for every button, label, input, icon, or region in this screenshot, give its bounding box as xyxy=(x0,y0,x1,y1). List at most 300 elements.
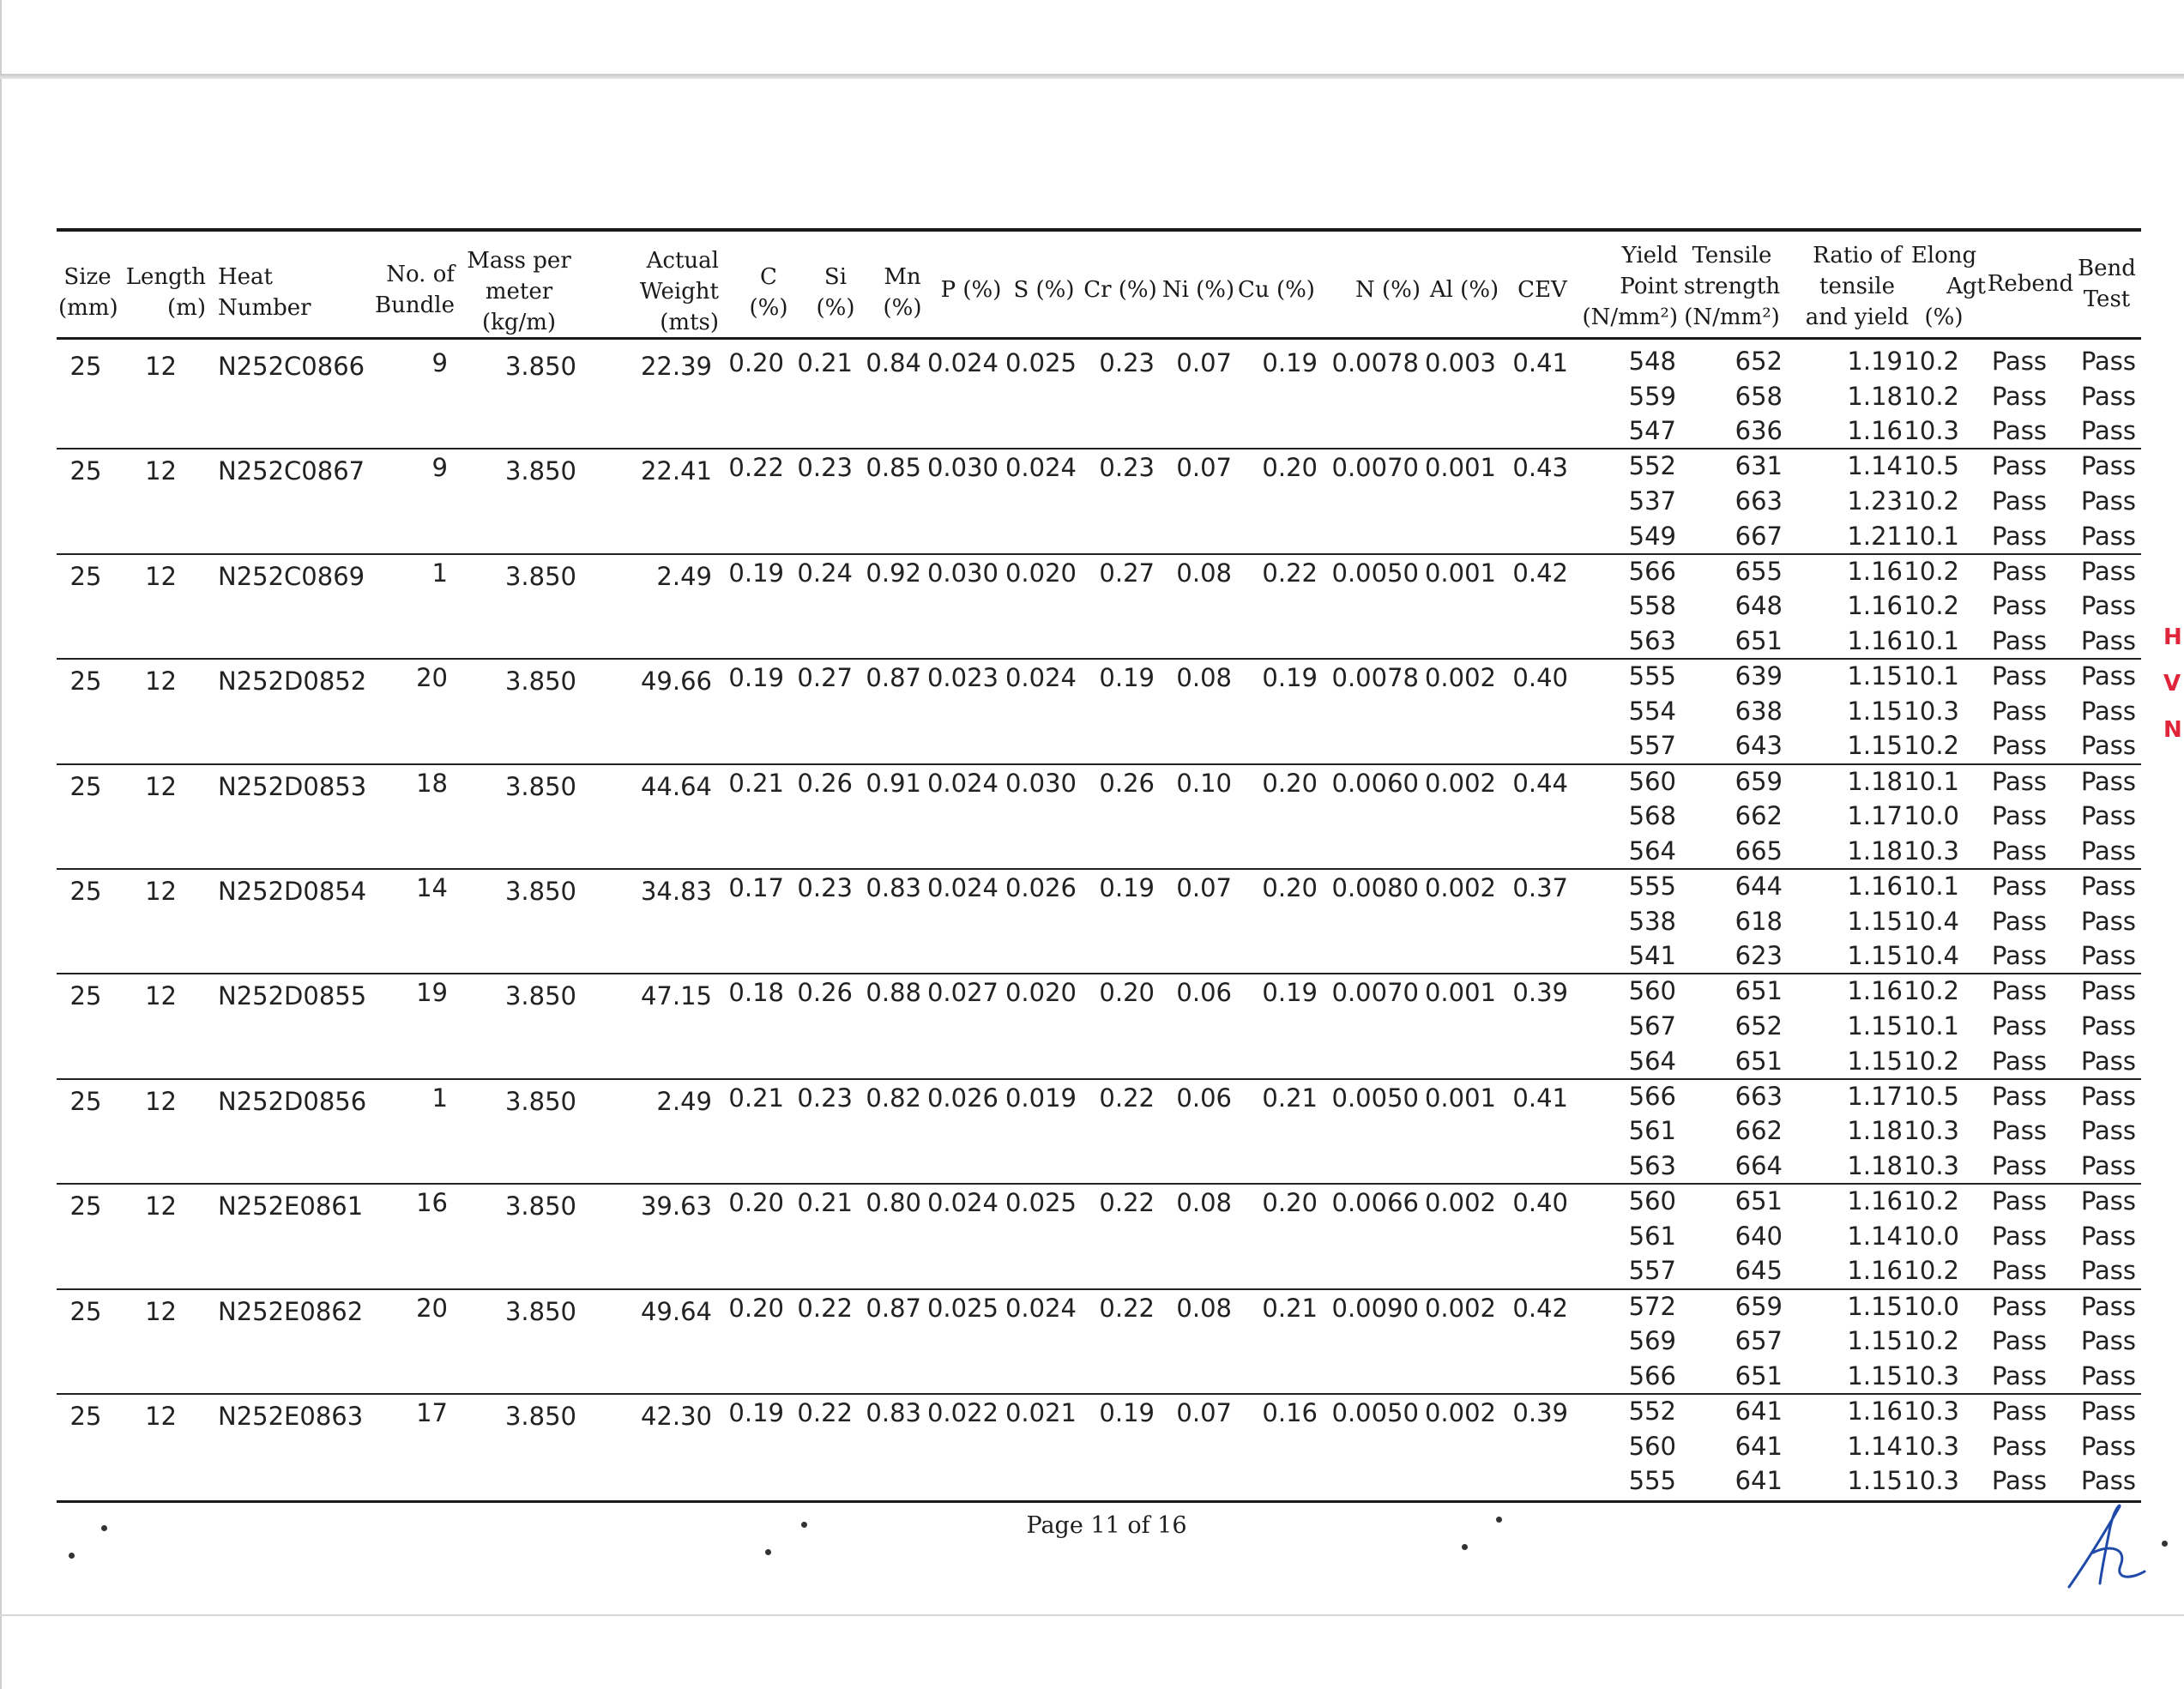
cell-al: 0.002 xyxy=(1424,1188,1496,1218)
header-n: N (%) xyxy=(1354,277,1421,303)
header-elong-line1: Elong xyxy=(1910,243,1977,268)
row-group-separator xyxy=(57,1078,2141,1080)
cell-ni: 0.07 xyxy=(1176,873,1232,902)
scan-speck xyxy=(101,1525,107,1531)
cell-yield: 560 xyxy=(1628,1186,1676,1216)
cell-ni: 0.06 xyxy=(1176,978,1232,1008)
cell-size: 25 xyxy=(69,1402,102,1431)
cell-rebend: Pass xyxy=(1991,1221,2047,1251)
cell-rebend: Pass xyxy=(1991,1081,2047,1111)
cell-ratio: 1.21 xyxy=(1847,521,1903,551)
cell-weight: 2.49 xyxy=(656,1086,712,1116)
cell-tensile: 638 xyxy=(1735,696,1783,726)
cell-bend: Pass xyxy=(2080,835,2136,866)
cell-rebend: Pass xyxy=(1991,521,2047,551)
cell-elong: 10.2 xyxy=(1903,731,1959,761)
header-length xyxy=(120,262,206,323)
page-edge xyxy=(0,0,2,1689)
cell-ratio: 1.19 xyxy=(1847,347,1903,376)
cell-rebend: Pass xyxy=(1991,766,2047,796)
cell-n: 0.0070 xyxy=(1331,453,1419,483)
cell-weight: 44.64 xyxy=(640,771,712,801)
cell-al: 0.002 xyxy=(1424,663,1496,693)
scan-speck xyxy=(1462,1544,1468,1550)
cell-ratio: 1.16 xyxy=(1847,872,1903,901)
scan-bottom-line xyxy=(0,1614,2184,1616)
cell-c: 0.20 xyxy=(728,348,784,377)
cell-ratio: 1.16 xyxy=(1847,591,1903,621)
cell-tensile: 644 xyxy=(1735,872,1783,901)
cell-rebend: Pass xyxy=(1991,801,2047,831)
cell-s: 0.026 xyxy=(1005,873,1077,902)
header-heat-line2: Number xyxy=(218,295,311,321)
cell-elong: 10.2 xyxy=(1903,1256,1959,1286)
cell-si: 0.24 xyxy=(797,558,853,588)
cell-yield: 557 xyxy=(1628,1256,1676,1286)
cell-bend: Pass xyxy=(2080,451,2136,481)
cell-mn: 0.88 xyxy=(866,978,921,1008)
scan-speck xyxy=(69,1553,75,1559)
cell-mass: 3.850 xyxy=(504,667,576,697)
cell-yield: 559 xyxy=(1628,381,1676,411)
row-group-separator xyxy=(57,658,2141,660)
cell-s: 0.024 xyxy=(1005,453,1077,483)
cell-n: 0.0060 xyxy=(1331,768,1419,798)
cell-yield: 560 xyxy=(1628,1431,1676,1461)
cell-p: 0.030 xyxy=(926,558,998,588)
cell-cr: 0.19 xyxy=(1099,1398,1155,1427)
header-mass-line3: (kg/m) xyxy=(481,310,557,335)
cell-p: 0.023 xyxy=(926,663,998,693)
cell-ni: 0.08 xyxy=(1176,1188,1232,1218)
cell-yield: 547 xyxy=(1628,416,1676,446)
cell-mn: 0.83 xyxy=(866,1398,921,1427)
cell-weight: 42.30 xyxy=(640,1402,712,1431)
cell-yield: 564 xyxy=(1628,1046,1676,1076)
cell-ratio: 1.18 xyxy=(1847,766,1903,796)
cell-length: 12 xyxy=(145,667,177,697)
cell-elong: 10.2 xyxy=(1903,1326,1959,1356)
cell-tensile: 641 xyxy=(1735,1396,1783,1426)
cell-length: 12 xyxy=(145,877,177,906)
header-si-line1: Si xyxy=(824,264,848,290)
cell-yield: 569 xyxy=(1628,1326,1676,1356)
header-cu: Cu (%) xyxy=(1238,277,1315,303)
cell-cr: 0.22 xyxy=(1099,1188,1155,1218)
cell-ratio: 1.15 xyxy=(1847,1326,1903,1356)
cell-p: 0.022 xyxy=(926,1398,998,1427)
cell-size: 25 xyxy=(69,456,102,486)
cell-ratio: 1.16 xyxy=(1847,1256,1903,1286)
header-bend-line2: Test xyxy=(2083,287,2131,312)
cell-ratio: 1.16 xyxy=(1847,626,1903,655)
cell-weight: 22.39 xyxy=(640,352,712,381)
cell-bend: Pass xyxy=(2080,906,2136,936)
cell-p: 0.025 xyxy=(926,1293,998,1323)
table-header-rule xyxy=(57,337,2141,340)
cell-ratio: 1.16 xyxy=(1847,1396,1903,1426)
cell-al: 0.001 xyxy=(1424,453,1496,483)
cell-bend: Pass xyxy=(2080,381,2136,411)
cell-cev: 0.37 xyxy=(1512,873,1568,902)
header-tensile xyxy=(1678,240,1786,333)
cell-bend: Pass xyxy=(2080,1011,2136,1041)
cell-bend: Pass xyxy=(2080,1256,2136,1286)
cell-size: 25 xyxy=(69,1086,102,1116)
cell-bundle: 18 xyxy=(416,768,448,798)
cell-length: 12 xyxy=(145,561,177,591)
cell-al: 0.002 xyxy=(1424,873,1496,902)
cell-cr: 0.23 xyxy=(1099,453,1155,483)
header-bend xyxy=(2069,253,2145,315)
cell-elong: 10.3 xyxy=(1903,1151,1959,1180)
cell-tensile: 665 xyxy=(1735,835,1783,866)
cell-al: 0.001 xyxy=(1424,1083,1496,1113)
cell-yield: 537 xyxy=(1628,486,1676,516)
cell-bend: Pass xyxy=(2080,556,2136,586)
cell-ni: 0.10 xyxy=(1176,768,1232,798)
cell-tensile: 651 xyxy=(1735,626,1783,655)
cell-tensile: 641 xyxy=(1735,1431,1783,1461)
cell-p: 0.024 xyxy=(926,768,998,798)
cell-weight: 49.66 xyxy=(640,667,712,697)
cell-cr: 0.22 xyxy=(1099,1083,1155,1113)
cell-ni: 0.08 xyxy=(1176,558,1232,588)
header-length-line1: Length xyxy=(125,264,206,290)
cell-cu: 0.22 xyxy=(1262,558,1318,588)
cell-mass: 3.850 xyxy=(504,352,576,381)
cell-mass: 3.850 xyxy=(504,981,576,1011)
header-heat xyxy=(218,262,321,323)
cell-bend: Pass xyxy=(2080,661,2136,691)
cell-ratio: 1.18 xyxy=(1847,835,1903,866)
cell-elong: 10.3 xyxy=(1903,1431,1959,1461)
cell-tensile: 652 xyxy=(1735,1011,1783,1041)
cell-yield: 557 xyxy=(1628,731,1676,761)
cell-cr: 0.27 xyxy=(1099,558,1155,588)
row-group-separator xyxy=(57,763,2141,765)
header-si-line2: (%) xyxy=(816,295,855,321)
cell-rebend: Pass xyxy=(1991,1466,2047,1496)
header-bundle-line1: No. of xyxy=(386,262,455,287)
cell-n: 0.0070 xyxy=(1331,978,1419,1008)
cell-size: 25 xyxy=(69,877,102,906)
cell-ni: 0.06 xyxy=(1176,1083,1232,1113)
cell-tensile: 662 xyxy=(1735,801,1783,831)
cell-bend: Pass xyxy=(2080,1396,2136,1426)
cell-bundle: 20 xyxy=(416,1293,448,1323)
cell-n: 0.0078 xyxy=(1331,663,1419,693)
cell-yield: 568 xyxy=(1628,801,1676,831)
cell-yield: 561 xyxy=(1628,1221,1676,1251)
cell-ratio: 1.17 xyxy=(1847,801,1903,831)
cell-bend: Pass xyxy=(2080,1116,2136,1146)
cell-elong: 10.2 xyxy=(1903,486,1959,516)
cell-length: 12 xyxy=(145,456,177,486)
stamp-letter-h: H xyxy=(2163,624,2182,650)
cell-ratio: 1.15 xyxy=(1847,731,1903,761)
cell-ratio: 1.16 xyxy=(1847,556,1903,586)
cell-bend: Pass xyxy=(2080,801,2136,831)
scan-top-line xyxy=(0,74,2184,79)
cell-tensile: 651 xyxy=(1735,976,1783,1006)
cell-c: 0.21 xyxy=(728,1083,784,1113)
cell-tensile: 651 xyxy=(1735,1046,1783,1076)
header-ratio-line1: Ratio of xyxy=(1813,243,1902,268)
header-al: Al (%) xyxy=(1429,277,1499,303)
cell-mass: 3.850 xyxy=(504,1191,576,1222)
cell-n: 0.0050 xyxy=(1331,1083,1419,1113)
header-ratio-line3: and yield xyxy=(1805,305,1909,330)
cell-rebend: Pass xyxy=(1991,591,2047,621)
cell-bend: Pass xyxy=(2080,976,2136,1006)
header-mass-line2: meter xyxy=(485,279,553,305)
cell-bend: Pass xyxy=(2080,696,2136,726)
cell-tensile: 623 xyxy=(1735,941,1783,971)
cell-ratio: 1.16 xyxy=(1847,976,1903,1006)
header-mn-line1: Mn xyxy=(884,264,921,290)
cell-elong: 10.4 xyxy=(1903,941,1959,971)
cell-weight: 2.49 xyxy=(656,561,712,591)
scan-speck xyxy=(2162,1541,2168,1547)
header-tensile-line1: Tensile xyxy=(1692,243,1772,268)
header-length-line2: (m) xyxy=(167,295,206,321)
cell-mn: 0.82 xyxy=(866,1083,921,1113)
cell-mass: 3.850 xyxy=(504,877,576,906)
cell-tensile: 657 xyxy=(1735,1326,1783,1356)
cell-yield: 563 xyxy=(1628,1151,1676,1180)
cell-al: 0.001 xyxy=(1424,558,1496,588)
cell-mass: 3.850 xyxy=(504,1086,576,1116)
cell-cu: 0.16 xyxy=(1262,1398,1318,1427)
cell-c: 0.17 xyxy=(728,873,784,902)
header-weight xyxy=(618,245,719,338)
header-s: S (%) xyxy=(1013,277,1075,303)
cell-si: 0.23 xyxy=(797,453,853,483)
cell-size: 25 xyxy=(69,1191,102,1222)
cell-cev: 0.40 xyxy=(1512,1188,1568,1218)
cell-ratio: 1.23 xyxy=(1847,486,1903,516)
cell-bend: Pass xyxy=(2080,1431,2136,1461)
cell-tensile: 631 xyxy=(1735,451,1783,481)
cell-s: 0.024 xyxy=(1005,663,1077,693)
cell-heat: N252D0852 xyxy=(218,667,367,697)
cell-length: 12 xyxy=(145,771,177,801)
cell-bend: Pass xyxy=(2080,486,2136,516)
header-size xyxy=(58,262,117,323)
cell-elong: 10.2 xyxy=(1903,1186,1959,1216)
cell-n: 0.0080 xyxy=(1331,873,1419,902)
table-bottom-rule xyxy=(57,1500,2141,1503)
cell-p: 0.024 xyxy=(926,873,998,902)
cell-cu: 0.20 xyxy=(1262,1188,1318,1218)
cell-size: 25 xyxy=(69,981,102,1011)
header-elong-line3: (%) xyxy=(1924,305,1964,330)
cell-rebend: Pass xyxy=(1991,661,2047,691)
cell-s: 0.021 xyxy=(1005,1398,1077,1427)
cell-rebend: Pass xyxy=(1991,1046,2047,1076)
cell-elong: 10.3 xyxy=(1903,416,1959,446)
cell-size: 25 xyxy=(69,771,102,801)
cell-cr: 0.19 xyxy=(1099,873,1155,902)
cell-c: 0.19 xyxy=(728,558,784,588)
cell-ratio: 1.17 xyxy=(1847,1081,1903,1111)
header-elong xyxy=(1897,240,1990,333)
cell-n: 0.0090 xyxy=(1331,1293,1419,1323)
row-group-separator xyxy=(57,1183,2141,1185)
cell-length: 12 xyxy=(145,1402,177,1431)
cell-weight: 49.64 xyxy=(640,1296,712,1326)
cell-bend: Pass xyxy=(2080,1360,2136,1390)
cell-length: 12 xyxy=(145,1296,177,1326)
cell-mass: 3.850 xyxy=(504,1402,576,1431)
cell-heat: N252D0856 xyxy=(218,1086,367,1116)
cell-rebend: Pass xyxy=(1991,486,2047,516)
cell-tensile: 664 xyxy=(1735,1151,1783,1180)
row-group-separator xyxy=(57,553,2141,555)
cell-elong: 10.0 xyxy=(1903,801,1959,831)
cell-rebend: Pass xyxy=(1991,1151,2047,1180)
cell-ratio: 1.15 xyxy=(1847,661,1903,691)
cell-si: 0.23 xyxy=(797,873,853,902)
cell-elong: 10.0 xyxy=(1903,1291,1959,1321)
cell-elong: 10.1 xyxy=(1903,626,1959,655)
cell-si: 0.22 xyxy=(797,1293,853,1323)
cell-c: 0.19 xyxy=(728,1398,784,1427)
header-ratio-line2: tensile xyxy=(1819,274,1895,299)
cell-heat: N252D0855 xyxy=(218,981,367,1011)
page-number: Page 11 of 16 xyxy=(1026,1512,1187,1539)
cell-tensile: 636 xyxy=(1735,416,1783,446)
cell-rebend: Pass xyxy=(1991,347,2047,376)
cell-si: 0.21 xyxy=(797,348,853,377)
cell-yield: 538 xyxy=(1628,906,1676,936)
cell-s: 0.024 xyxy=(1005,1293,1077,1323)
cell-rebend: Pass xyxy=(1991,1011,2047,1041)
cell-mn: 0.83 xyxy=(866,873,921,902)
cell-bend: Pass xyxy=(2080,416,2136,446)
cell-elong: 10.2 xyxy=(1903,347,1959,376)
cell-ratio: 1.14 xyxy=(1847,1221,1903,1251)
cell-yield: 560 xyxy=(1628,976,1676,1006)
table-top-rule xyxy=(57,228,2141,232)
cell-ratio: 1.15 xyxy=(1847,1011,1903,1041)
cell-size: 25 xyxy=(69,352,102,381)
cell-mn: 0.84 xyxy=(866,348,921,377)
cell-cu: 0.19 xyxy=(1262,663,1318,693)
cell-p: 0.024 xyxy=(926,1188,998,1218)
header-elong-line2: Agt xyxy=(1946,274,1986,299)
cell-p: 0.030 xyxy=(926,453,998,483)
cell-cu: 0.21 xyxy=(1262,1083,1318,1113)
scan-speck xyxy=(1496,1517,1502,1523)
cell-bend: Pass xyxy=(2080,1151,2136,1180)
cell-rebend: Pass xyxy=(1991,976,2047,1006)
cell-tensile: 662 xyxy=(1735,1116,1783,1146)
cell-cu: 0.19 xyxy=(1262,348,1318,377)
cell-ni: 0.07 xyxy=(1176,1398,1232,1427)
cell-ratio: 1.15 xyxy=(1847,906,1903,936)
cell-tensile: 651 xyxy=(1735,1360,1783,1390)
cell-ratio: 1.15 xyxy=(1847,1291,1903,1321)
cell-bend: Pass xyxy=(2080,521,2136,551)
cell-elong: 10.5 xyxy=(1903,451,1959,481)
header-yield xyxy=(1570,240,1678,333)
cell-bend: Pass xyxy=(2080,731,2136,761)
cell-elong: 10.2 xyxy=(1903,976,1959,1006)
cell-rebend: Pass xyxy=(1991,835,2047,866)
cell-cu: 0.20 xyxy=(1262,453,1318,483)
cell-n: 0.0050 xyxy=(1331,1398,1419,1427)
cell-ratio: 1.14 xyxy=(1847,1431,1903,1461)
header-c-line2: (%) xyxy=(749,295,788,321)
cell-yield: 555 xyxy=(1628,661,1676,691)
cell-yield: 564 xyxy=(1628,835,1676,866)
cell-bend: Pass xyxy=(2080,347,2136,376)
cell-elong: 10.1 xyxy=(1903,766,1959,796)
cell-tensile: 667 xyxy=(1735,521,1783,551)
cell-al: 0.002 xyxy=(1424,768,1496,798)
cell-cev: 0.39 xyxy=(1512,978,1568,1008)
cell-mn: 0.80 xyxy=(866,1188,921,1218)
cell-mass: 3.850 xyxy=(504,771,576,801)
cell-cu: 0.20 xyxy=(1262,873,1318,902)
header-p: P (%) xyxy=(940,277,1002,303)
cell-elong: 10.1 xyxy=(1903,1011,1959,1041)
header-cr: Cr (%) xyxy=(1083,277,1157,303)
header-si xyxy=(803,262,868,323)
cell-cr: 0.22 xyxy=(1099,1293,1155,1323)
cell-elong: 10.2 xyxy=(1903,1046,1959,1076)
row-group-separator xyxy=(57,448,2141,449)
header-c-line1: C xyxy=(760,264,777,290)
cell-yield: 566 xyxy=(1628,1081,1676,1111)
header-mn xyxy=(868,262,937,323)
header-tensile-line2: strength xyxy=(1683,274,1781,299)
cell-ratio: 1.15 xyxy=(1847,1360,1903,1390)
cell-weight: 47.15 xyxy=(640,981,712,1011)
header-rebend: Rebend xyxy=(1987,271,2074,297)
cell-cev: 0.39 xyxy=(1512,1398,1568,1427)
cell-yield: 548 xyxy=(1628,347,1676,376)
cell-mn: 0.92 xyxy=(866,558,921,588)
cell-yield: 554 xyxy=(1628,696,1676,726)
cell-p: 0.024 xyxy=(926,348,998,377)
row-group-separator xyxy=(57,1288,2141,1290)
cell-cu: 0.19 xyxy=(1262,978,1318,1008)
header-bundle xyxy=(360,259,455,321)
cell-cr: 0.20 xyxy=(1099,978,1155,1008)
cell-elong: 10.3 xyxy=(1903,1116,1959,1146)
header-weight-line2: Weight xyxy=(639,279,719,305)
cell-tensile: 663 xyxy=(1735,1081,1783,1111)
cell-mn: 0.87 xyxy=(866,1293,921,1323)
cell-elong: 10.5 xyxy=(1903,1081,1959,1111)
cell-mass: 3.850 xyxy=(504,456,576,486)
cell-tensile: 652 xyxy=(1735,347,1783,376)
cell-cev: 0.41 xyxy=(1512,1083,1568,1113)
header-size-line1: Size xyxy=(63,264,112,290)
cell-ratio: 1.15 xyxy=(1847,696,1903,726)
cell-elong: 10.4 xyxy=(1903,906,1959,936)
stamp-letter-v: V xyxy=(2163,671,2181,697)
cell-bend: Pass xyxy=(2080,626,2136,655)
cell-rebend: Pass xyxy=(1991,1256,2047,1286)
header-heat-line1: Heat xyxy=(218,264,274,290)
cell-tensile: 659 xyxy=(1735,766,1783,796)
cell-p: 0.026 xyxy=(926,1083,998,1113)
cell-ni: 0.07 xyxy=(1176,348,1232,377)
